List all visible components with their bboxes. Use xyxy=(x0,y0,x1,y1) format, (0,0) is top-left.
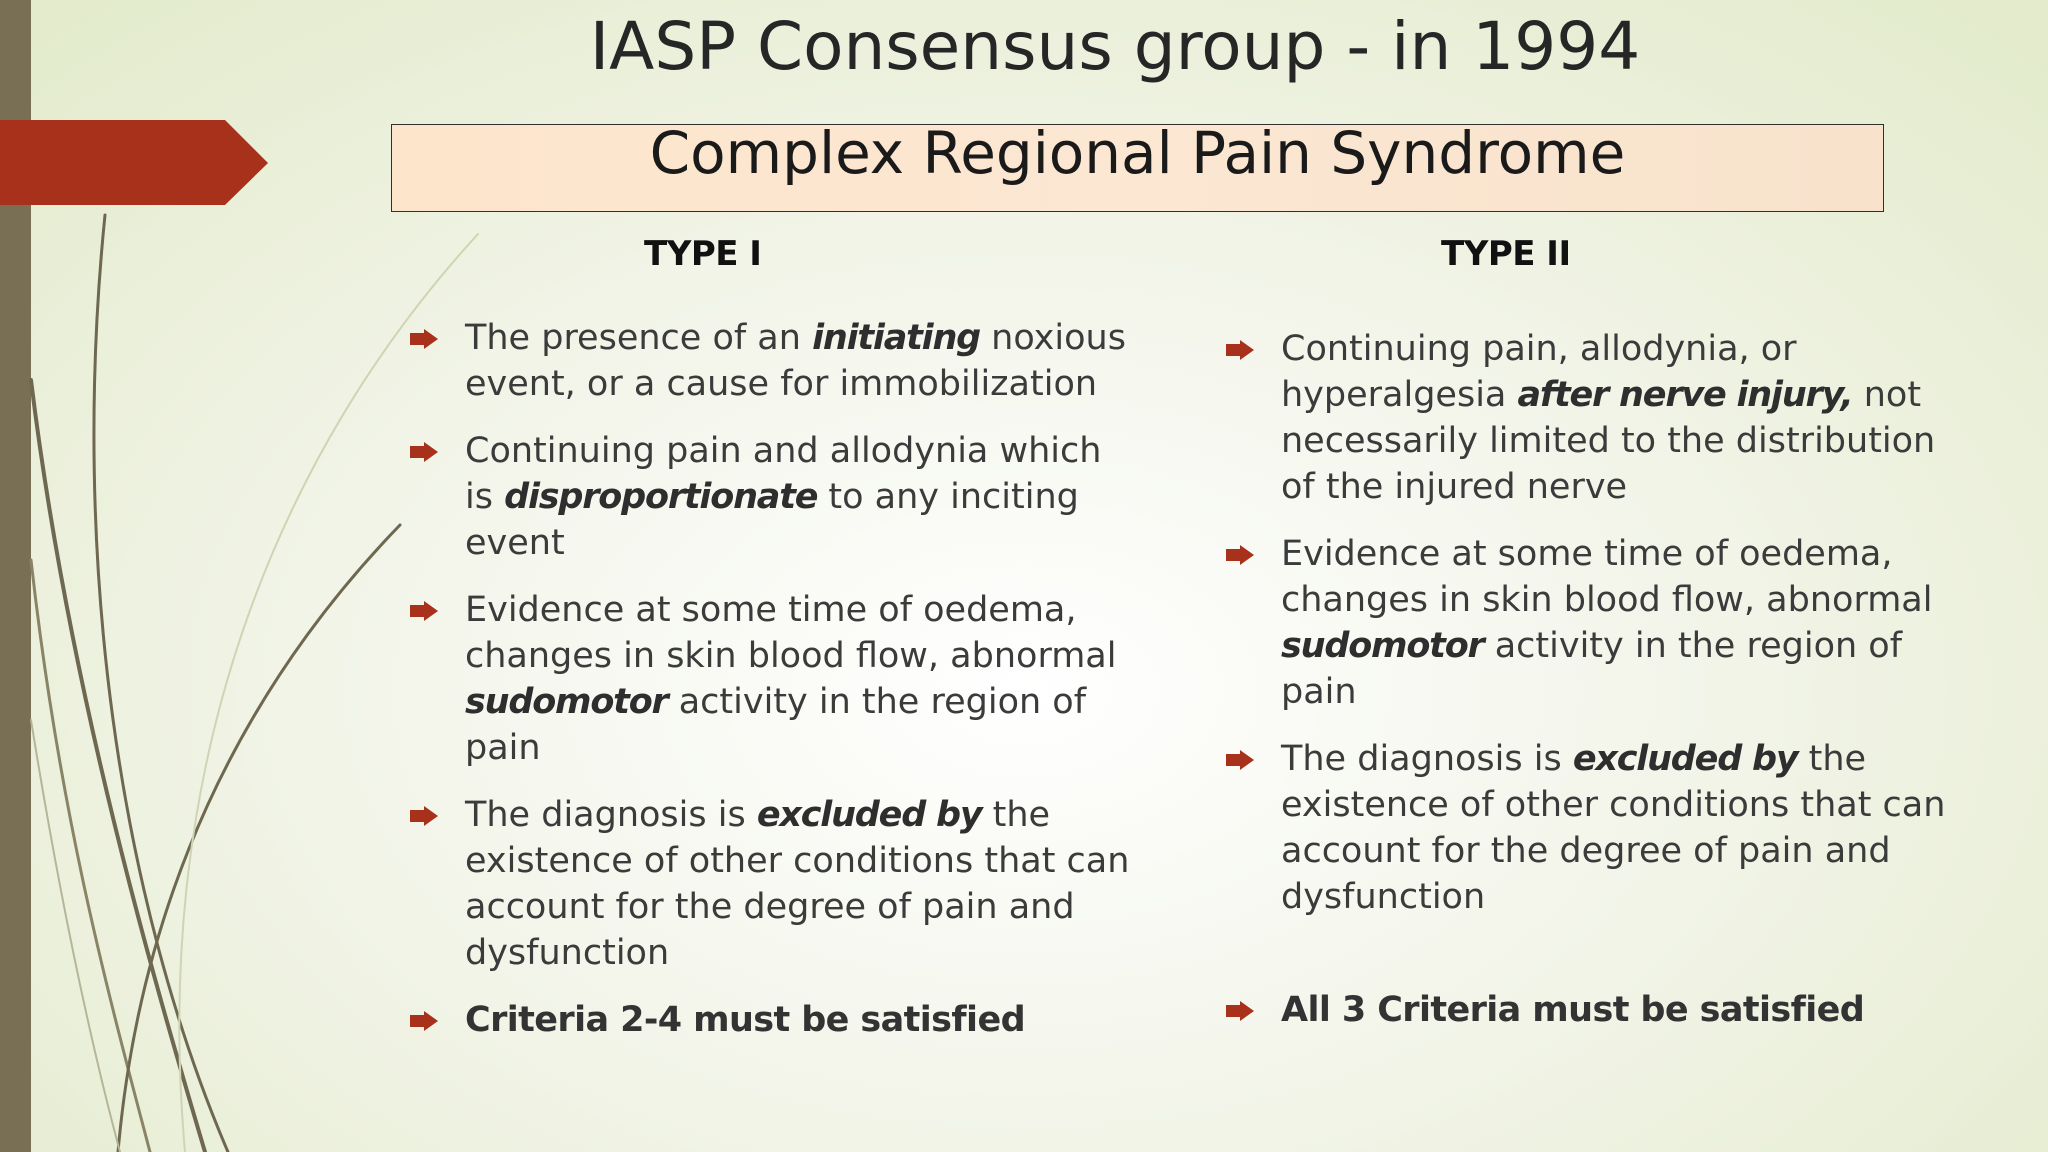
criterion-text: not xyxy=(1852,375,1922,415)
criterion-text: account for the degree of pain and xyxy=(465,887,1075,927)
criterion-text: event, or a cause for immobilization xyxy=(465,364,1098,404)
type-ii-heading: TYPE II xyxy=(1441,234,1571,274)
criterion-text: The presence of an xyxy=(465,318,813,358)
criterion-text: Evidence at some time of oedema, xyxy=(465,590,1077,630)
arrow-bullet-icon xyxy=(1226,1001,1254,1021)
criterion-text: existence of other conditions that can xyxy=(1281,785,1946,825)
type-i-criteria-list xyxy=(408,315,1130,1064)
criterion-emphasis: initiating xyxy=(812,318,981,358)
slide-subtitle: Complex Regional Pain Syndrome xyxy=(649,119,1626,187)
criterion-text: All 3 Criteria must be satisfied xyxy=(1281,990,1865,1030)
type-i-criterion-4 xyxy=(408,792,1130,976)
criterion-emphasis: sudomotor xyxy=(465,682,668,722)
criterion-text: existence of other conditions that can xyxy=(465,841,1130,881)
criterion-text: the xyxy=(1797,739,1867,779)
criterion-text: Continuing pain, allodynia, or xyxy=(1281,329,1797,369)
type-ii-criterion-2 xyxy=(1224,531,1933,715)
criterion-text: noxious xyxy=(980,318,1126,358)
criterion-text: changes in skin blood flow, abnormal xyxy=(1281,580,1933,620)
criterion-text: Evidence at some time of oedema, xyxy=(1281,534,1893,574)
criterion-text: hyperalgesia xyxy=(1281,375,1518,415)
arrow-bullet-icon xyxy=(410,442,438,462)
criterion-text: The diagnosis is xyxy=(1281,739,1573,779)
type-i-criterion-3 xyxy=(408,587,1117,771)
criterion-text: Criteria 2-4 must be satisfied xyxy=(465,1000,1026,1040)
type-ii-criterion-1 xyxy=(1224,326,1936,510)
criterion-emphasis: excluded by xyxy=(756,795,982,835)
criterion-text: of the injured nerve xyxy=(1281,467,1628,507)
criterion-text: the xyxy=(981,795,1051,835)
criterion-text: pain xyxy=(465,728,541,768)
criterion-text: pain xyxy=(1281,672,1357,712)
type-i-criterion-1 xyxy=(408,315,1126,407)
arrow-bullet-icon xyxy=(1226,545,1254,565)
criterion-text: to any inciting xyxy=(817,477,1079,517)
criterion-text: The diagnosis is xyxy=(465,795,757,835)
arrow-bullet-icon xyxy=(1226,340,1254,360)
accent-arrow-shape xyxy=(0,120,268,205)
slide-title: IASP Consensus group - in 1994 xyxy=(589,8,1641,85)
arrow-bullet-icon xyxy=(410,601,438,621)
criterion-text: dysfunction xyxy=(1281,877,1486,917)
criterion-text: is xyxy=(465,477,505,517)
subtitle-banner xyxy=(391,119,1884,212)
criterion-text: dysfunction xyxy=(465,933,670,973)
criterion-emphasis: sudomotor xyxy=(1281,626,1484,666)
criterion-emphasis: disproportionate xyxy=(504,477,818,517)
type-i-heading: TYPE I xyxy=(644,234,762,274)
criterion-text: changes in skin blood flow, abnormal xyxy=(465,636,1117,676)
criterion-emphasis: excluded by xyxy=(1572,739,1798,779)
criterion-text: Continuing pain and allodynia which xyxy=(465,431,1102,471)
type-ii-criteria-list xyxy=(1224,326,1946,1054)
type-ii-summary xyxy=(1224,987,1924,1033)
arrow-bullet-icon xyxy=(1226,750,1254,770)
criterion-text: activity in the region of xyxy=(1483,626,1903,666)
criterion-text: account for the degree of pain and xyxy=(1281,831,1891,871)
arrow-bullet-icon xyxy=(410,806,438,826)
criterion-emphasis: after nerve injury, xyxy=(1517,375,1853,415)
criterion-text: event xyxy=(465,523,565,563)
type-ii-criterion-3 xyxy=(1224,736,1946,920)
type-i-summary xyxy=(408,997,1108,1043)
type-i-criterion-2 xyxy=(408,428,1108,566)
arrow-bullet-icon xyxy=(410,1011,438,1031)
criterion-text: necessarily limited to the distribution xyxy=(1281,421,1936,461)
criterion-text: activity in the region of xyxy=(667,682,1087,722)
arrow-bullet-icon xyxy=(410,329,438,349)
left-sidebar-bar xyxy=(0,0,31,1152)
